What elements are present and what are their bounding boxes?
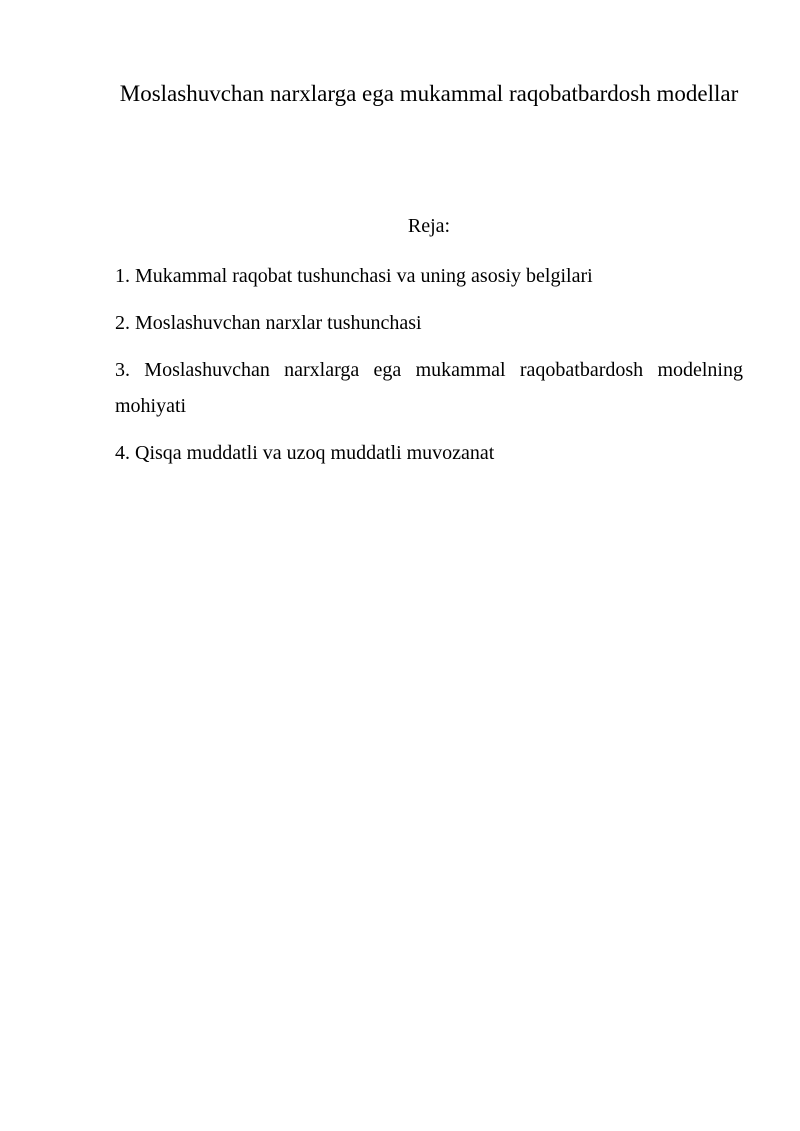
plan-item: 3. Moslashuvchan narxlarga ega mukammal raqobatbardosh modelning mohiyati bbox=[115, 359, 743, 417]
plan-heading: Reja: bbox=[407, 215, 451, 237]
plan-item: 2. Moslashuvchan narxlar tushunchasi bbox=[115, 312, 422, 334]
plan-list bbox=[115, 258, 743, 482]
plan-item: 4. Qisqa muddatli va uzoq muddatli muvozanat bbox=[115, 442, 495, 464]
document-title: Moslashuvchan narxlarga ega mukammal raqobatbardosh modellar bbox=[119, 81, 739, 106]
plan-item: 1. Mukammal raqobat tushunchasi va uning asosiy belgilari bbox=[115, 265, 593, 287]
